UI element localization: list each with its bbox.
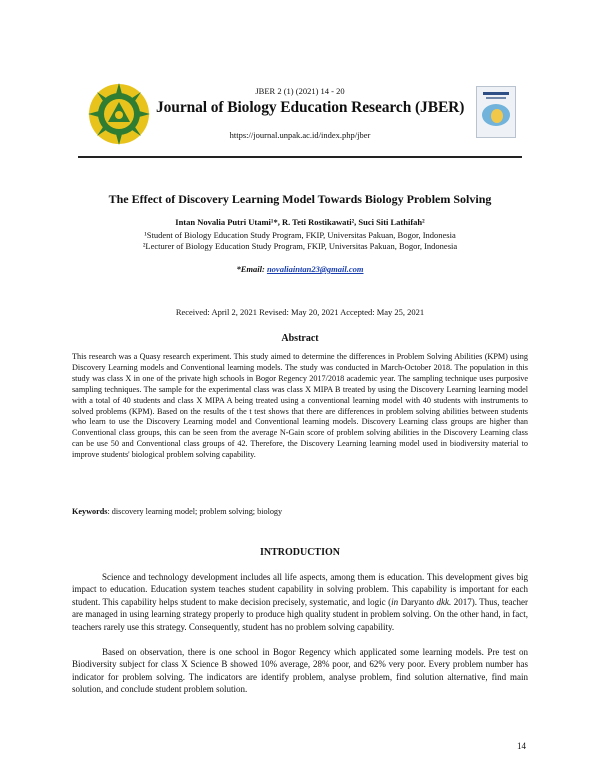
- authors: Intan Novalia Putri Utami¹*, R. Teti Rostikawati², Suci Siti Lathifah²: [175, 217, 425, 227]
- journal-cover-thumbnail: [476, 86, 516, 138]
- email-link[interactable]: novaliaintan23@gmail.com: [266, 264, 364, 274]
- abstract-heading: Abstract: [281, 333, 319, 344]
- introduction-paragraph-2: Based on observation, there is one school in Bogor Regency which applicated some learning models. Pre test on Biodiversity subject for class X Science B showed 10% average, 28% poor, and 62% very poor. Every problem number has indicator for problem solving. The indicators are identify problem, analyse problem, find solution alternative, find main solution, and conclude student problem solution.: [72, 647, 528, 695]
- keywords-label: Keywords: [72, 507, 108, 516]
- corresponding-email: [0, 264, 600, 274]
- received-dates: Received: April 2, 2021 Revised: May 20, 2021 Accepted: May 25, 2021: [175, 307, 425, 317]
- journal-citation: JBER 2 (1) (2021) 14 - 20: [255, 86, 345, 96]
- email-label: *Email:: [236, 264, 265, 274]
- introduction-heading: INTRODUCTION: [259, 547, 340, 558]
- header-divider: [78, 156, 522, 158]
- journal-url[interactable]: https://journal.unpak.ac.id/index.php/jber: [229, 130, 371, 140]
- introduction-paragraph-1: Science and technology development includes all life aspects, among them is education. This development gives big impact to education. Education system teaches student capability in solving problem. This capability is important for each student. This capability helps student to make decision precisely, systematic, and logic (in Daryanto dkk. 2017). Thus, teacher are managed in using learning strategy properly to produce high quality student in problem solving. On the other hand, in fact, teachers rarely use this strategy. Consequently, student has no problem solving capability.: [72, 572, 529, 632]
- paper-title: The Effect of Discovery Learning Model Towards Biology Problem Solving: [108, 192, 492, 206]
- affiliation-2: ²Lecturer of Biology Education Study Program, FKIP, Universitas Pakuan, Bogor, Indonesia: [142, 241, 458, 251]
- keywords-text: : discovery learning model; problem solving; biology: [107, 507, 283, 516]
- keywords: [72, 507, 528, 516]
- page-number: 14: [517, 741, 526, 751]
- journal-title: Journal of Biology Education Research (JBER): [156, 99, 465, 116]
- affiliation-1: ¹Student of Biology Education Study Program, FKIP, Universitas Pakuan, Bogor, Indonesia: [144, 230, 456, 240]
- abstract-text: This research was a Quasy research experiment. This study aimed to determine the differences in Problem Solving Abilities (KPM) using Discovery Learning models and Conventional learning models. The study was conducted in March-October 2018. The population in this study was class X in one of the private high schools in Bogor Regency 2017/2018 academic year. The sampling technique uses purposive sampling techniques. The sample for the experimental class was class X MIPA B treated by using the Discovery Learning learning model with a total of 40 students and class X MIPA A being treated using a conventional learning model with 40 students with instruments to solved problems (KPM). Based on the results of the t test shows that there are differences in problem solving abilities between students who learn to use the Discovery Learning model and Conventional learning models. Discovery Learning class groups are higher than Conventional class groups, this can be seen from the average N-Gain score of problem solving abilities in the Discovery Learning class can be use 50 and Conventional class groups of 42. Therefore, the Discovery Learning learning model used in biodiversity material to improve students' biological problem solving capability.: [72, 352, 528, 460]
